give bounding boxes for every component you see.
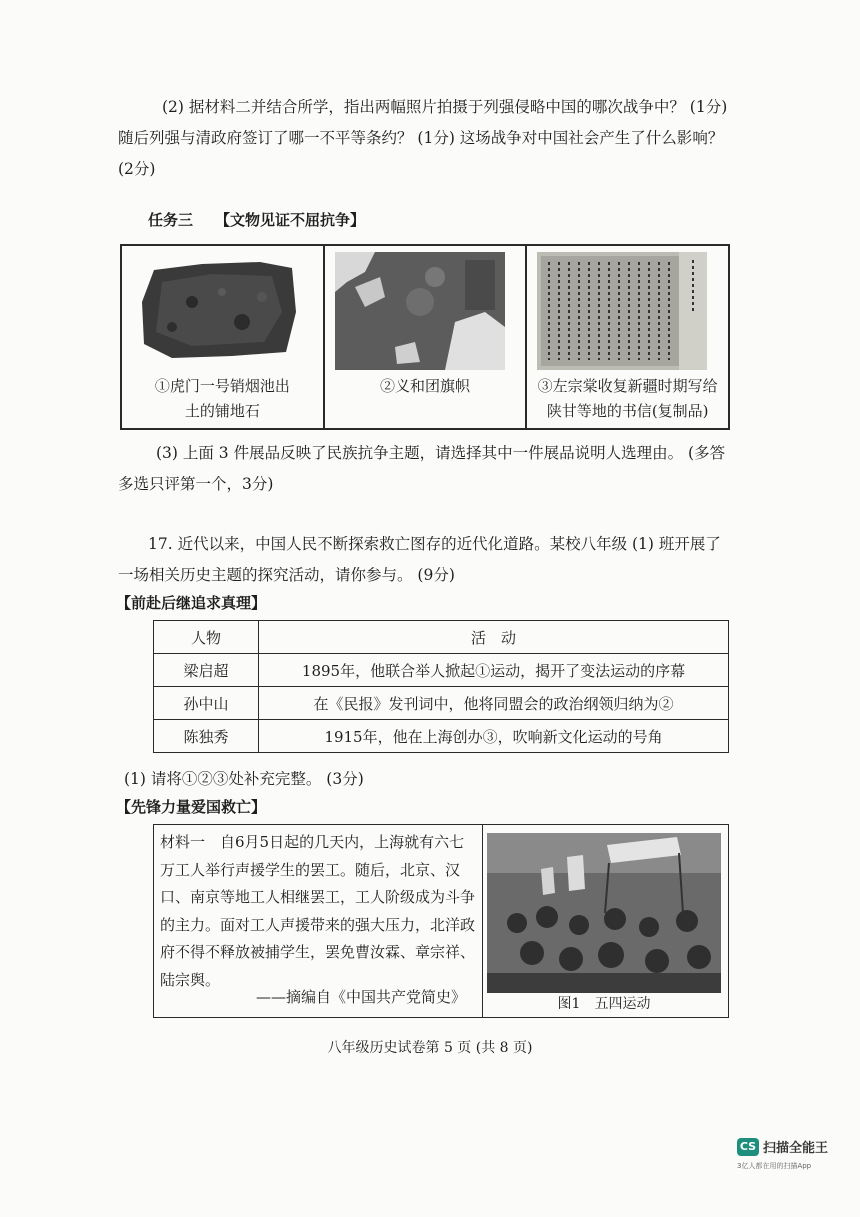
table-cell-person: 孙中山	[154, 687, 259, 720]
exhibit-3-caption-line1: ③左宗棠收复新疆时期写给	[537, 377, 718, 395]
table-cell-person: 陈独秀	[154, 720, 259, 753]
exhibit-2-caption	[329, 374, 522, 399]
boxer-flag-photo	[335, 252, 505, 370]
figure-1-caption: 图1 五四运动	[557, 996, 651, 1012]
exhibit-paving-stone	[122, 246, 325, 428]
exhibit-2-caption-line1: ②义和团旗帜	[380, 377, 471, 395]
table-cell-activity: 在《民报》发刊词中，他将同盟会的政治纲领归纳为②	[259, 687, 729, 720]
table-header-person: 人物	[154, 621, 259, 654]
exhibit-1-caption-line2: 土的铺地石	[184, 402, 260, 420]
exhibit-zuo-letter	[527, 246, 728, 428]
question-2: (2) 据材料二并结合所学，指出两幅照片拍摄于列强侵略中国的哪次战争中？ (1分) 随后列强与清政府签订了哪一不平等条约？ (1分) 这场战争对中国社会产生了什么影响？ (2分)	[118, 98, 728, 178]
task-3-heading	[148, 209, 365, 230]
table-row	[154, 720, 729, 753]
question-17: 17. 近代以来，中国人民不断探索救亡图存的近代化道路。某校八年级 (1) 班开展了一场相关历史主题的探究活动，请你参与。 (9分)	[118, 535, 721, 584]
material-1-box	[153, 824, 729, 1018]
table-header-activity: 活 动	[259, 621, 729, 654]
table-header-row	[154, 621, 729, 654]
table-cell-activity: 1915年，他在上海创办③，吹响新文化运动的号角	[259, 720, 729, 753]
exhibit-1-caption-line1: ①虎门一号销烟池出	[154, 377, 290, 395]
material-1-text: 材料一 自6月5日起的几天内，上海就有六七万工人举行声援学生的罢工。随后，北京、汉口、南京等地工人相继罢工，工人阶级成为斗争的主力。面对工人声援带来的强大压力，北洋政府不得不释放被捕学生，罢免曹汝霖、章宗祥、陆宗舆。	[160, 833, 476, 989]
task-3-label: 任务三	[148, 211, 194, 229]
camscanner-logo-icon: CS	[737, 1138, 759, 1156]
camscanner-name: 扫描全能王	[763, 1141, 829, 1156]
table-row	[154, 687, 729, 720]
exhibit-3-caption	[531, 374, 724, 424]
exhibit-panel	[120, 244, 730, 430]
camscanner-tagline: 3亿人都在用的扫描App	[737, 1162, 812, 1170]
sub-question-1: (1) 请将①②③处补充完整。 (3分)	[124, 770, 364, 788]
exhibit-1-caption	[126, 374, 319, 424]
question-3: (3) 上面 3 件展品反映了民族抗争主题，请选择其中一件展品说明人选理由。 (多答多选只评第一个，3分)	[118, 444, 726, 493]
zuo-letter-photo	[537, 252, 707, 370]
task-3-title: 【文物见证不屈抗争】	[215, 211, 366, 229]
paving-stone-photo	[132, 252, 302, 370]
section-heading-truth: 【前赴后继追求真理】	[116, 594, 267, 612]
table-cell-person: 梁启超	[154, 654, 259, 687]
exhibit-boxer-flag	[325, 246, 528, 428]
page-footer: 八年级历史试卷第 5 页 (共 8 页)	[327, 1040, 533, 1056]
activities-table	[153, 620, 729, 753]
may-fourth-photo	[487, 833, 721, 993]
material-divider	[482, 825, 483, 1017]
section-heading-vanguard: 【先锋力量爱国救亡】	[116, 798, 267, 816]
table-row	[154, 654, 729, 687]
table-cell-activity: 1895年，他联合举人掀起①运动，揭开了变法运动的序幕	[259, 654, 729, 687]
material-1-source: ——摘编自《中国共产党简史》	[256, 988, 467, 1006]
exhibit-3-caption-line2: 陕甘等地的书信(复制品)	[546, 402, 709, 420]
